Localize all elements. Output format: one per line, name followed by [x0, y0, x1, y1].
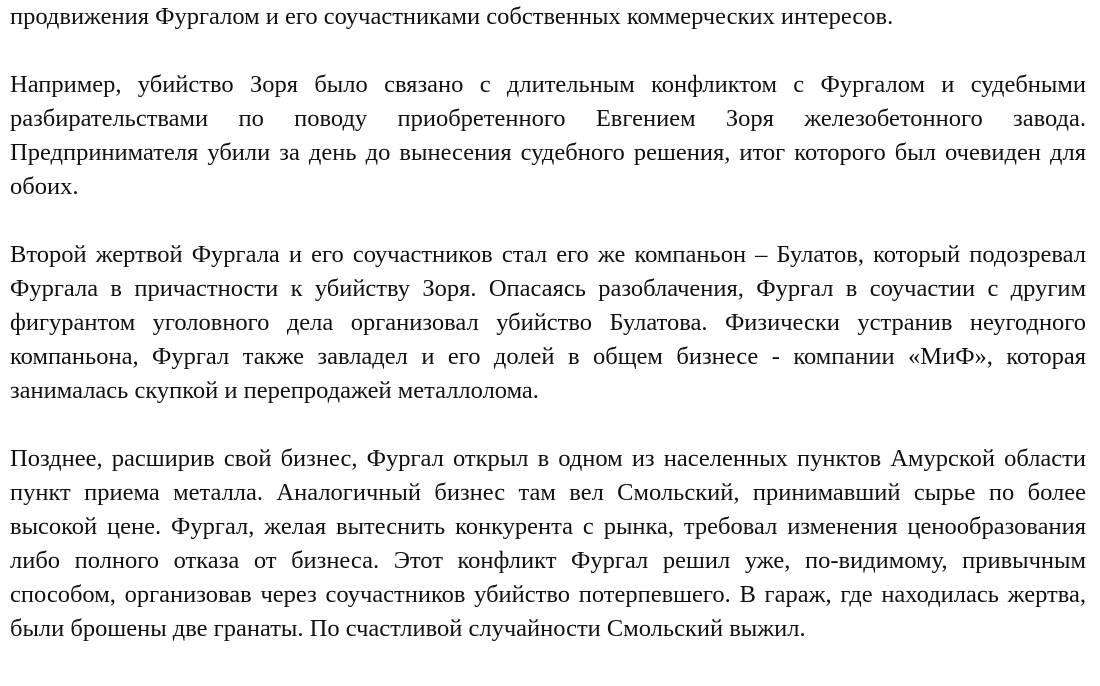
paragraph-1: продвижения Фургалом и его соучастниками собственных коммерческих интересов. [10, 3, 894, 30]
document-body [10, 0, 1086, 680]
paragraph-3: Второй жертвой Фургала и его соучастников стал его же компаньон – Булатов, который подозревал Фургала в причастности к убийству Зоря. Опасаясь разоблачения, Фургал в соучастии с другим фигурантом уголовного дела организовал убийство Булатова. Физически устранив неугодного компаньона, Фургал также завладел и его долей в общем бизнесе - компании «МиФ», которая занималась скупкой и перепродажей металлолома. [10, 241, 1086, 404]
paragraph-2: Например, убийство Зоря было связано с длительным конфликтом с Фургалом и судебными разбирательствами по поводу приобретенного Евгением Зоря железобетонного завода. Предпринимателя убили за день до вынесения судебного решения, итог которого был очевиден для обоих. [10, 71, 1086, 200]
paragraph-4: Позднее, расширив свой бизнес, Фургал открыл в одном из населенных пунктов Амурской области пункт приема металла. Аналогичный бизнес там вел Смольский, принимавший сырье по более высокой цене. Фургал, желая вытеснить конкурента с рынка, требовал изменения ценообразования либо полного отказа от бизнеса. Этот конфликт Фургал решил уже, по-видимому, привычным способом, организовав через соучастников убийство потерпевшего. В гараж, где находилась жертва, были брошены две гранаты. По счастливой случайности Смольский выжил. [10, 445, 1086, 642]
